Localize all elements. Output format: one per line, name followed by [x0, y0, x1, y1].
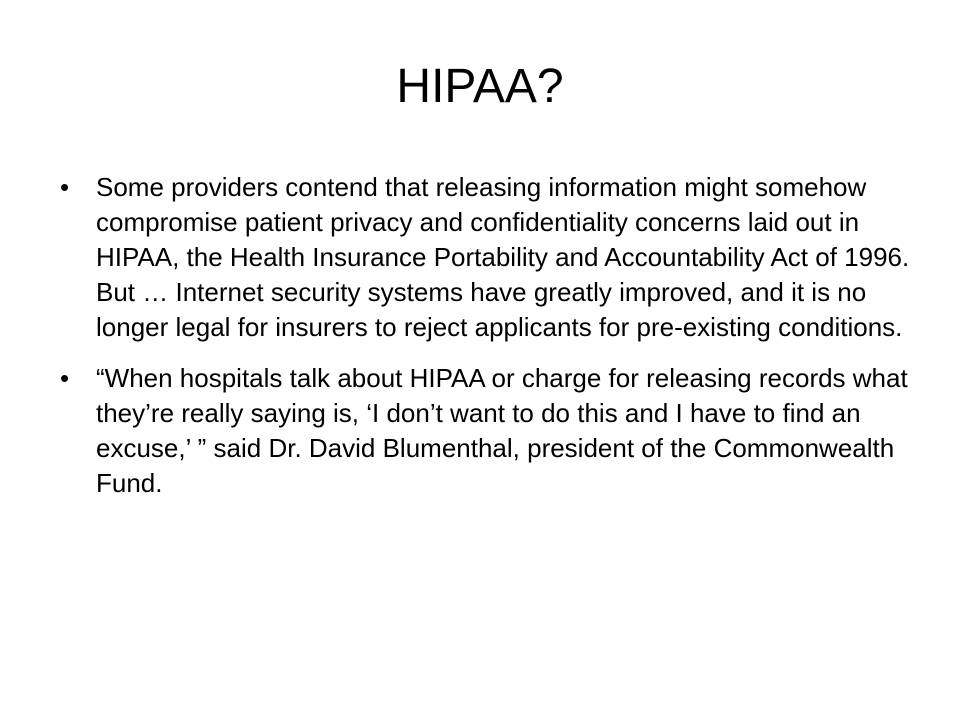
bullet-item — [60, 170, 920, 345]
bullet-list — [60, 170, 920, 517]
slide-title: HIPAA? — [396, 60, 564, 113]
bullet-text: “When hospitals talk about HIPAA or charge for releasing records what they’re really saying is, ‘I don’t want to do this and I have to find an excuse,’ ” said Dr. David Blumenthal, president of the Commonwealth Fund. — [96, 363, 908, 498]
bullet-dot-icon: • — [60, 172, 70, 202]
bullet-item — [60, 361, 920, 501]
bullet-text: Some providers contend that releasing information might somehow compromise patient privacy and confidentiality concerns laid out in HIPAA, the Health Insurance Portability and Accountability Act of 1996. But … Internet security systems have greatly improved, and it is no longer legal for insurers to reject applicants for pre-existing conditions. — [96, 172, 910, 342]
bullet-dot-icon: • — [60, 363, 70, 393]
